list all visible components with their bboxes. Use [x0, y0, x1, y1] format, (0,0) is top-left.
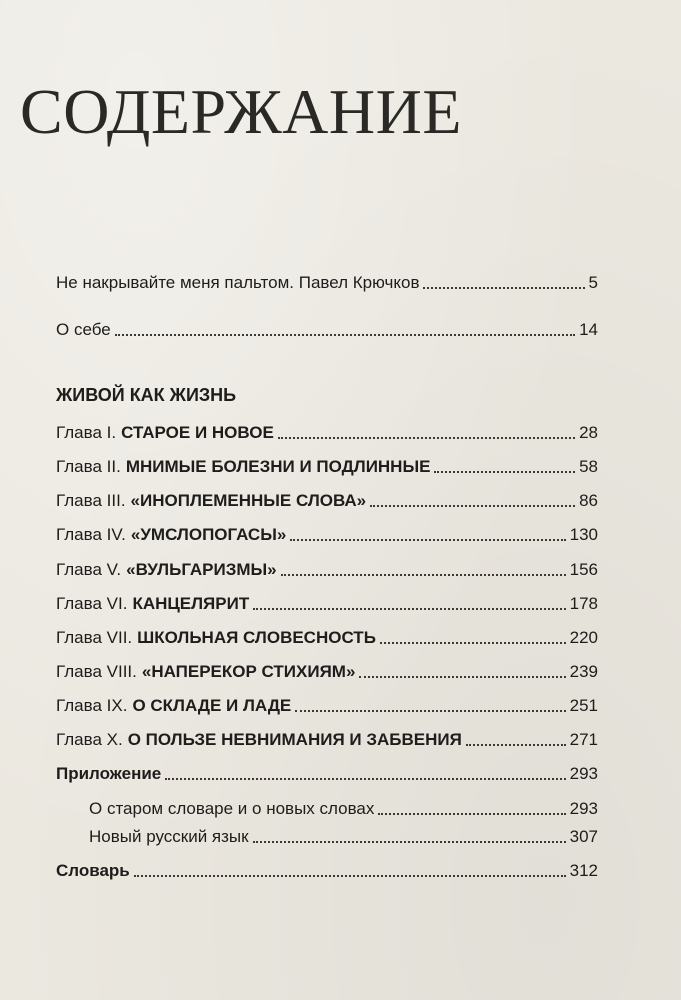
toc-entry-chapter-3[interactable] [56, 489, 598, 513]
toc-entry-title: Новый русский язык [89, 827, 249, 846]
chapter-number: Глава II. [56, 457, 121, 476]
chapter-number: Глава X. [56, 730, 123, 749]
toc-entry-dictionary[interactable] [56, 859, 598, 883]
toc-entry-title: О старом словаре и о новых словах [89, 799, 375, 818]
chapter-page: 220 [569, 628, 598, 647]
chapter-number: Глава VI. [56, 594, 128, 613]
chapter-number: Глава VIII. [56, 662, 137, 681]
page-title: СОДЕРЖАНИЕ [20, 76, 462, 147]
chapter-number: Глава III. [56, 491, 126, 510]
chapter-number: Глава VII. [56, 628, 133, 647]
toc-subentry-old-dictionary[interactable] [89, 797, 598, 821]
toc-entry-title: Словарь [56, 861, 130, 880]
chapter-number: Глава I. [56, 423, 117, 442]
section-heading: ЖИВОЙ КАК ЖИЗНЬ [56, 385, 237, 405]
leader-dots [253, 607, 565, 610]
chapter-title: ШКОЛЬНАЯ СЛОВЕСНОСТЬ [137, 628, 376, 647]
toc-entry-chapter-5[interactable] [56, 558, 598, 582]
toc-entry-page: 14 [579, 320, 598, 339]
chapter-title: «ВУЛЬГАРИЗМЫ» [126, 560, 277, 579]
toc-entry-chapter-7[interactable] [56, 626, 598, 650]
toc-entry-page: 307 [569, 827, 598, 846]
chapter-number: Глава V. [56, 560, 122, 579]
leader-dots [380, 641, 566, 644]
toc-entry-chapter-10[interactable] [56, 728, 598, 752]
chapter-title: «НАПЕРЕКОР СТИХИЯМ» [141, 662, 356, 681]
toc-entry-chapter-8[interactable] [56, 660, 598, 684]
toc-entry-title: Приложение [56, 764, 162, 783]
toc-entry-title: Не накрывайте меня пальтом. Павел Крючков [56, 273, 420, 292]
chapter-title: О СКЛАДЕ И ЛАДЕ [132, 696, 292, 715]
toc-entry-chapter-6[interactable] [56, 592, 598, 616]
toc-entry-foreword[interactable] [56, 271, 598, 295]
chapter-page: 271 [569, 730, 598, 749]
leader-dots [115, 333, 575, 336]
chapter-title: СТАРОЕ И НОВОЕ [121, 423, 274, 442]
chapter-page: 156 [569, 560, 598, 579]
leader-dots [295, 709, 565, 712]
leader-dots [165, 777, 565, 780]
leader-dots [423, 286, 584, 289]
toc-entry-chapter-2[interactable] [56, 455, 598, 479]
chapter-page: 239 [569, 662, 598, 681]
leader-dots [134, 874, 566, 877]
chapter-title: КАНЦЕЛЯРИТ [132, 594, 250, 613]
leader-dots [359, 675, 565, 678]
chapter-page: 130 [569, 525, 598, 544]
toc-entry-page: 293 [569, 799, 598, 818]
leader-dots [370, 504, 575, 507]
chapter-page: 58 [579, 457, 598, 476]
chapter-title: «УМСЛОПОГАСЫ» [130, 525, 287, 544]
leader-dots [278, 436, 575, 439]
leader-dots [378, 812, 565, 815]
leader-dots [253, 840, 566, 843]
toc-entry-chapter-4[interactable] [56, 523, 598, 547]
toc-entry-about-self[interactable] [56, 318, 598, 342]
chapter-page: 251 [569, 696, 598, 715]
chapter-page: 86 [579, 491, 598, 510]
toc-entry-page: 5 [588, 273, 598, 292]
chapter-title: МНИМЫЕ БОЛЕЗНИ И ПОДЛИННЫЕ [125, 457, 431, 476]
toc-subentry-new-russian[interactable] [89, 825, 598, 849]
chapter-page: 178 [569, 594, 598, 613]
chapter-title: «ИНОПЛЕМЕННЫЕ СЛОВА» [130, 491, 367, 510]
chapter-number: Глава IV. [56, 525, 126, 544]
chapter-number: Глава IX. [56, 696, 128, 715]
chapter-title: О ПОЛЬЗЕ НЕВНИМАНИЯ И ЗАБВЕНИЯ [127, 730, 462, 749]
leader-dots [290, 538, 565, 541]
toc-entry-appendix[interactable] [56, 762, 598, 786]
toc-entry-page: 293 [569, 764, 598, 783]
chapter-page: 28 [579, 423, 598, 442]
leader-dots [434, 470, 575, 473]
toc-entry-title: О себе [56, 320, 111, 339]
toc-entry-chapter-1[interactable] [56, 421, 598, 445]
leader-dots [281, 573, 566, 576]
toc-entry-page: 312 [569, 861, 598, 880]
leader-dots [466, 743, 566, 746]
toc-entry-chapter-9[interactable] [56, 694, 598, 718]
